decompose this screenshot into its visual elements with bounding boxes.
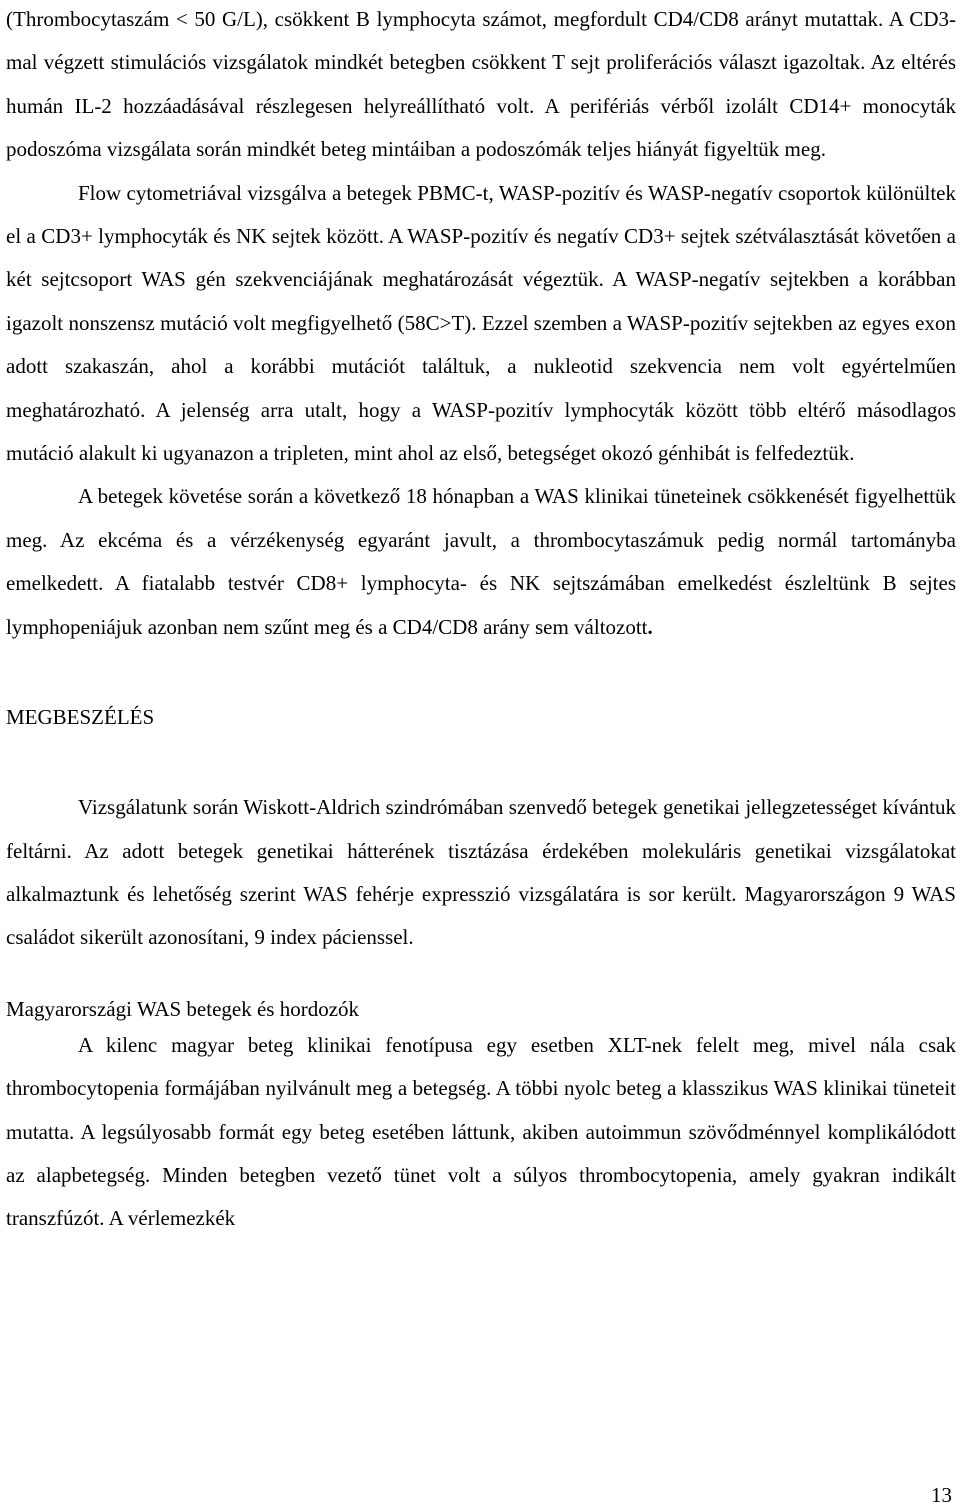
section-heading-discussion: MEGBESZÉLÉS [6,705,155,730]
paragraph-clinical-phenotype: A kilenc magyar beteg klinikai fenotípusa egy esetben XLT-nek felelt meg, mivel nála csak thrombocytopenia formájában nyilvánult meg a betegség. A többi nyolc beteg a klasszikus WAS klinikai tüneteit mutatta. A legsúlyosabb formát egy beteg esetében láttunk, akiben autoimmun szövődménnyel komplikálódott az alapbetegség. Minden betegben vezető tünet volt a súlyos thrombocytopenia, amely gyakran indikált transzfúzót. A vérlemezkék [6,1032,956,1231]
document-page [6,0,956,1241]
paragraph-follow-up-text: A betegek követése során a következő 18 hónapban a WAS klinikai tüneteinek csökkenését figyelhettük meg. Az ekcéma és a vérzékenység egyaránt javult, a thrombocytaszámuk pedig normál tartományba emelkedett. A fiatalabb testvér CD8+ lymphocyta- és NK sejtszámában emelkedést észleltünk B sejtes lymphopeniájuk azonban nem szűnt meg és a CD4/CD8 arány sem változott [6,484,956,639]
page-number: 13 [931,1483,952,1507]
paragraph-follow-up [6,475,956,649]
paragraph-discussion-intro: Vizsgálatunk során Wiskott-Aldrich szindrómában szenvedő betegek genetikai jellegzetességet kívántuk feltárni. Az adott betegek genetikai hátterének tisztázása érdekében molekuláris genetikai vizsgálatokat alkalmaztunk és lehetőség szerint WAS fehérje expresszió vizsgálatára is sor került. Magyarországon 9 WAS családot sikerült azonosítani, 9 index pácienssel. [6,795,956,950]
paragraph-follow-up-end: . [647,614,653,639]
paragraph-results-continued: (Thrombocytaszám < 50 G/L), csökkent B lymphocyta számot, megfordult CD4/CD8 arányt mutattak. A CD3-mal végzett stimulációs vizsgálatok mindkét betegben csökkent T sejt proliferációs választ igazoltak. Az eltérés humán IL-2 hozzáadásával részlegesen helyreállítható volt. A perifériás vérből izolált CD14+ monocyták podoszóma vizsgálata során mindkét beteg mintáiban a podoszómák teljes hiányát figyeltük meg. [6,7,956,162]
subheading-hungarian-patients: Magyarországi WAS betegek és hordozók [6,996,360,1021]
paragraph-flow-cytometry: Flow cytometriával vizsgálva a betegek PBMC-t, WASP-pozitív és WASP-negatív csoportok különültek el a CD3+ lymphocyták és NK sejtek között. A WASP-pozitív és negatív CD3+ sejtek szétválasztását követően a két sejtcsoport WAS gén szekvenciájának meghatározását végeztük. A WASP-negatív sejtekben a korábban igazolt nonszensz mutáció volt megfigyelhető (58C>T). Ezzel szemben a WASP-pozitív sejtekben az egyes exon adott szakaszán, ahol a korábbi mutációt találtuk, a nukleotid szekvencia nem volt egyértelműen meghatározható. A jelenség arra utalt, hogy a WASP-pozitív lymphocyták között több eltérő másodlagos mutáció alakult ki ugyanazon a tripleten, mint ahol az első, betegséget okozó génhibát is felfedeztük. [6,180,956,466]
